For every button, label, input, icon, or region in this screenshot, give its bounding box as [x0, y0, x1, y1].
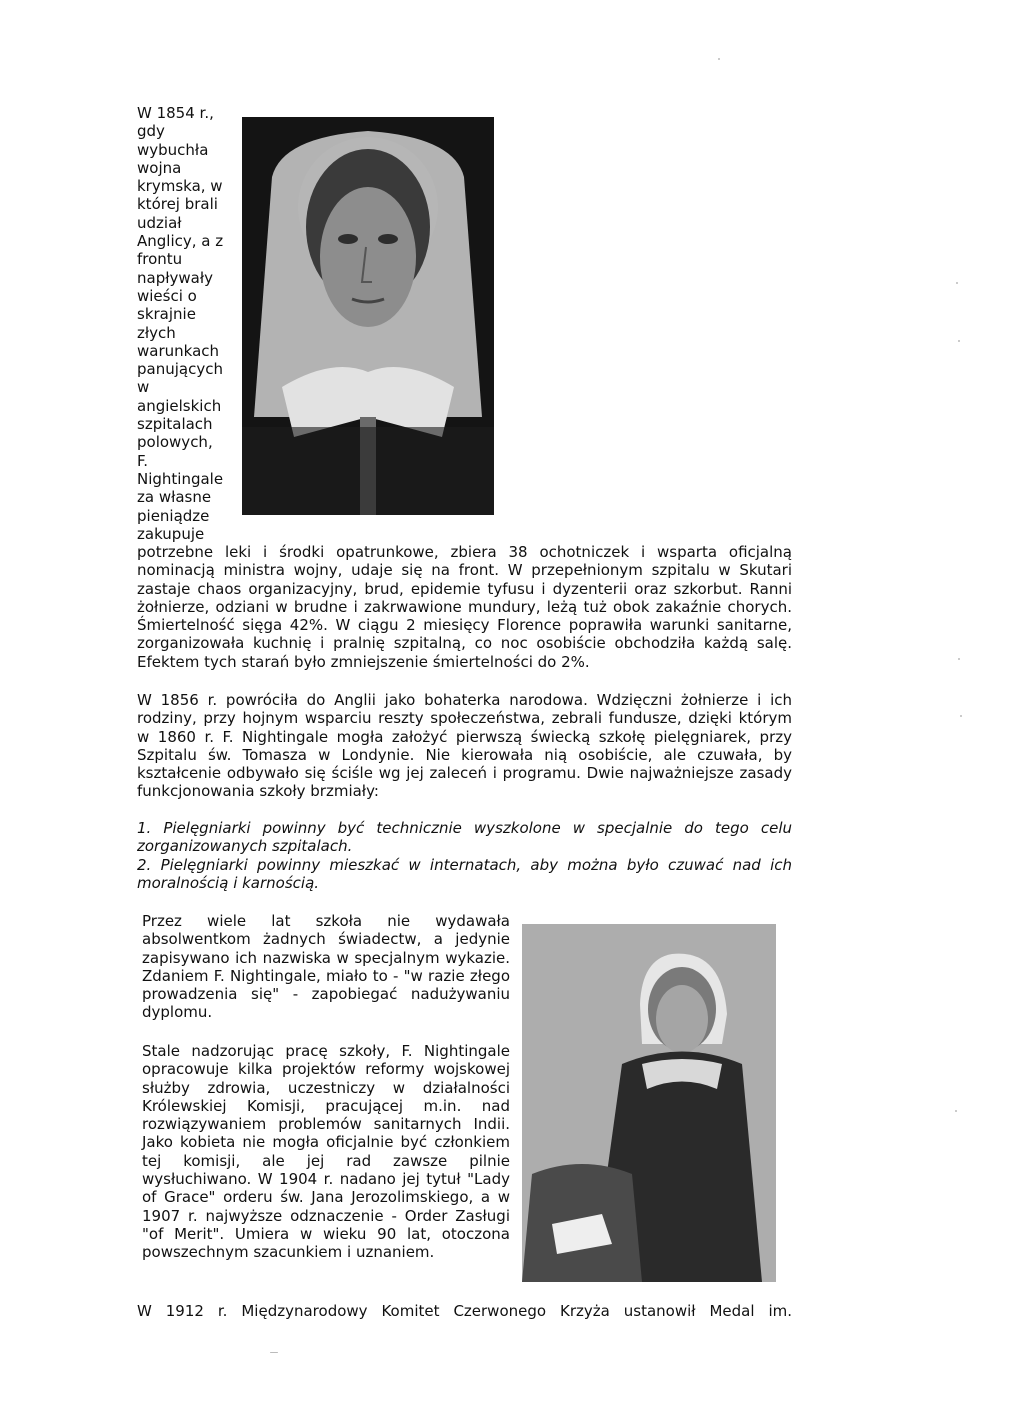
- narrow-line: angielskich: [137, 396, 222, 415]
- scan-speck: [718, 58, 720, 60]
- narrow-line: warunkach: [137, 341, 220, 360]
- scan-speck: [958, 658, 960, 660]
- narrow-line: szpitalach: [137, 415, 213, 434]
- portrait-photo-2: [522, 924, 776, 1282]
- narrow-line: polowych,: [137, 433, 213, 452]
- narrow-line: wieści o: [137, 286, 197, 305]
- narrow-line: Anglicy, a z: [137, 232, 224, 251]
- narrow-line: której brali: [137, 195, 218, 214]
- paragraph-4: Stale nadzorując pracę szkoły, F. Nightingale opracowuje kilka projektów reformy wojskowej służby zdrowia, uczestniczy w działalności Królewskiej Komisji, pracującej m.in. nad rozwiązywaniem problemów sanitarnych Indii. Jako kobieta nie mogła oficjalnie być członkiem tej komisji, ale jej rad zawsze pilnie wysłuchiwano. W 1904 r. nadano jej tytuł "Lady of Grace" orderu św. Jana Jerozolimskiego, a w 1907 r. najwyższe odznaczenie - Order Zasługi "of Merit". Umiera w wieku 90 lat, otoczona powszechnym szacunkiem i uznaniem.: [142, 1042, 510, 1262]
- narrow-line: gdy: [137, 122, 165, 141]
- school-rules-list: [137, 819, 792, 892]
- narrow-line: Nightingale: [137, 469, 224, 488]
- narrow-line: F.: [137, 451, 148, 470]
- narrow-line: za własne: [137, 488, 212, 507]
- narrow-line: zakupuje: [137, 524, 205, 543]
- scan-speck: [956, 282, 958, 284]
- narrow-line: w: [137, 378, 150, 397]
- paragraph-1-continued: potrzebne leki i środki opatrunkowe, zbiera 38 ochotniczek i wsparta oficjalną nominacją ministra wojny, udaje się na front. W przepełnionym szpitalu w Skutari zastaje chaos organizacyjny, brud, epidemie tyfusu i dyzenterii oraz szkorbut. Ranni żołnierze, odziani w brudne i zakrwawione mundury, leżą tuż obok zakaźnie chorych. Śmiertelność sięga 42%. W ciągu 2 miesięcy Florence poprawiła warunki sanitarne, zorganizowała kuchnię i pralnię szpitalną, co noc osobiście obchodziła każdą salę. Efektem tych starań było zmniejszenie śmiertelności do 2%.: [137, 543, 792, 671]
- paragraph-2: W 1856 r. powróciła do Anglii jako bohaterka narodowa. Wdzięczni żołnierze i ich rodziny, przy hojnym wsparciu reszty społeczeństwa, zebrali fundusze, dzięki którym w 1860 r. F. Nightingale mogła założyć pierwszą świecką szkołę pielęgniarek, przy Szpitalu św. Tomasza w Londynie. Nie kierowała nią osobiście, ale czuwała, by kształcenie odbywało się ściśle wg jej zaleceń i programu. Dwie najważniejsze zasady funkcjonowania szkoły brzmiały:: [137, 691, 792, 801]
- narrow-line: napływały: [137, 268, 213, 287]
- narrow-line: pieniądze: [137, 506, 210, 525]
- scan-speck: [960, 715, 962, 717]
- portrait-photo-1: [242, 117, 494, 515]
- narrow-line: złych: [137, 323, 176, 342]
- rule-1: 1. Pielęgniarki powinny być technicznie wyszkolone w specjalnie do tego celu zorganizowanych szpitalach.: [137, 819, 792, 856]
- narrow-line: W 1854 r.,: [137, 104, 214, 122]
- narrow-line: frontu: [137, 250, 183, 269]
- paragraph-3: Przez wiele lat szkoła nie wydawała absolwentkom żadnych świadectw, a jedynie zapisywano ich nazwiska w specjalnym wykazie. Zdaniem F. Nightingale, miało to - "w razie złego prowadzenia się" - zapobiegać nadużywaniu dyplomu.: [142, 912, 510, 1022]
- narrow-line: wybuchła: [137, 140, 209, 159]
- scan-speck: [955, 1110, 957, 1112]
- paragraph-5-text: W 1912 r. Międzynarodowy Komitet Czerwonego Krzyża ustanowił Medal im.: [137, 1302, 792, 1320]
- narrow-line: skrajnie: [137, 305, 196, 324]
- paragraph-5: [137, 1302, 792, 1320]
- scan-speck: [958, 340, 960, 342]
- rule-2: 2. Pielęgniarki powinny mieszkać w internatach, aby można było czuwać nad ich moralnością i karnością.: [137, 855, 792, 892]
- narrow-line: panujących: [137, 360, 223, 379]
- narrow-text-column: [137, 104, 229, 543]
- scan-speck: [270, 1352, 278, 1353]
- narrow-line: krymska, w: [137, 177, 223, 196]
- narrow-line: udział: [137, 213, 182, 232]
- narrow-line: wojna: [137, 158, 182, 177]
